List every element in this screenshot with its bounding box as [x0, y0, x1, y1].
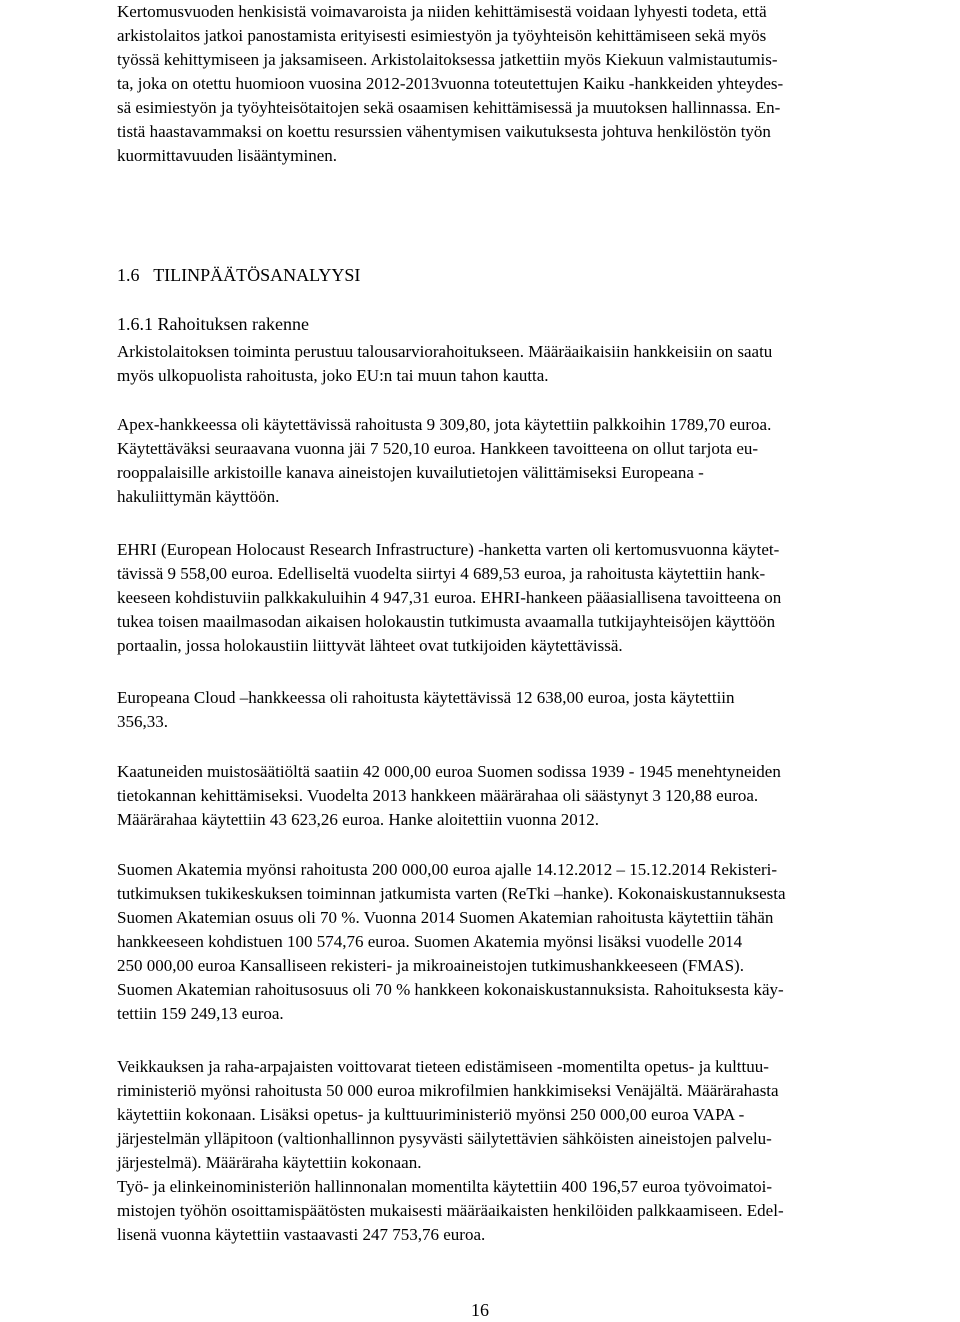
text-line: rooppalaisille arkistoille kanava aineistojen kuvailutietojen välittämiseksi Europeana - [117, 463, 704, 482]
text-line: 250 000,00 euroa Kansalliseen rekisteri- ja mikroaineistojen tutkimushankkeeseen (FMAS). [117, 956, 744, 975]
text-line: Suomen Akatemia myönsi rahoitusta 200 000,00 euroa ajalle 14.12.2012 – 15.12.2014 Rekisteri- [117, 860, 778, 879]
subsection-heading [117, 312, 309, 336]
text-line: tukea toisen maailmasodan aikaisen holokaustin tutkimusta avaamalla tutkijayhteisöjen käyttöön [117, 612, 776, 631]
text-line: EHRI (European Holocaust Research Infrastructure) -hanketta varten oli kertomusvuonna käytet- [117, 540, 780, 559]
text-line: tävissä 9 558,00 euroa. Edelliseltä vuodelta siirtyi 4 689,53 euroa, ja rahoitusta käytettiin hank- [117, 564, 766, 583]
section-heading [117, 263, 360, 287]
paragraph-veikkaus [117, 1055, 784, 1247]
text-line: 356,33. [117, 712, 168, 731]
paragraph-europeana-cloud [117, 686, 735, 734]
text-line: kuormittavuuden lisääntyminen. [117, 146, 338, 165]
text-line: Suomen Akatemian rahoitusosuus oli 70 % hankkeen kokonaiskustannuksista. Rahoituksesta käy- [117, 980, 784, 999]
text-line: tistä haastavammaksi on koettu resurssien vähentymisen vaikutuksesta johtuva henkilöstön työn [117, 122, 771, 141]
text-line: sä esimiestyön ja työyhteisötaitojen sekä osaamisen kehittämisessä ja muutoksen hallinnassa. En- [117, 98, 781, 117]
text-line: portaalin, jossa holokaustiin liittyvät lähteet ovat tutkijoiden käytettävissä. [117, 636, 623, 655]
text-line: lisenä vuonna käytettiin vastaavasti 247 753,76 euroa. [117, 1225, 486, 1244]
text-line: Suomen Akatemian osuus oli 70 %. Vuonna 2014 Suomen Akatemian rahoitusta käytettiin tähän [117, 908, 774, 927]
text-line: käytettiin kokonaan. Lisäksi opetus- ja kulttuuriministeriö myönsi 250 000,00 euroa VAPA - [117, 1105, 745, 1124]
section-title: TILINPÄÄTÖSANALYYSI [153, 265, 361, 285]
text-line: Arkistolaitoksen toiminta perustuu talousarviorahoitukseen. Määräaikaisiin hankkeisiin on saatu [117, 342, 773, 361]
text-line: Kaatuneiden muistosäätiöltä saatiin 42 000,00 euroa Suomen sodissa 1939 - 1945 menehtyneiden [117, 762, 781, 781]
text-line: riministeriö myönsi rahoitusta 50 000 euroa mikrofilmien hankkimiseksi Venäjältä. Määrärahasta [117, 1081, 779, 1100]
subsection-title: 1.6.1 Rahoituksen rakenne [117, 314, 309, 334]
text-line: Europeana Cloud –hankkeessa oli rahoitusta käytettävissä 12 638,00 euroa, josta käytettiin [117, 688, 735, 707]
paragraph-akatemia [117, 858, 786, 1026]
text-line: tettiin 159 249,13 euroa. [117, 1004, 284, 1023]
text-line: työssä kehittymiseen ja jaksamiseen. Arkistolaitoksessa jatkettiin myös Kiekuun valmistautumis- [117, 50, 778, 69]
text-line: Määrärahaa käytettiin 43 623,26 euroa. Hanke aloitettiin vuonna 2012. [117, 810, 599, 829]
text-line: Työ- ja elinkeinoministeriön hallinnonalan momentilta käytettiin 400 196,57 euroa työvoimatoi- [117, 1177, 773, 1196]
text-line: järjestelmän ylläpitoon (valtionhallinnon pysyvästi säilytettävien sähköisten aineistojen palvelu- [117, 1129, 772, 1148]
text-line: tutkimuksen tukikeskuksen toiminnan jatkumista varten (ReTki –hanke). Kokonaiskustannuksesta [117, 884, 786, 903]
text-line: Käytettäväksi seuraavana vuonna jäi 7 520,10 euroa. Hankkeen tavoitteena on ollut tarjota eu- [117, 439, 759, 458]
text-line: arkistolaitos jatkoi panostamista erityisesti esimiestyön ja työyhteisön kehittämiseen sekä myös [117, 26, 767, 45]
text-line: myös ulkopuolista rahoitusta, joko EU:n tai muun tahon kautta. [117, 366, 549, 385]
paragraph-kaatuneiden [117, 760, 781, 832]
text-line: Kertomusvuoden henkisistä voimavaroista ja niiden kehittämisestä voidaan lyhyesti todeta, että [117, 2, 767, 21]
text-line: hankkeeseen kohdistuen 100 574,76 euroa. Suomen Akatemia myönsi lisäksi vuodelle 2014 [117, 932, 743, 951]
text-line: tietokannan kehittämiseksi. Vuodelta 2013 hankkeen määrärahaa oli säästynyt 3 120,88 euroa. [117, 786, 759, 805]
paragraph-funding-basis [117, 340, 772, 388]
text-line: Apex-hankkeessa oli käytettävissä rahoitusta 9 309,80, jota käytettiin palkkoihin 1789,70 euroa. [117, 415, 772, 434]
section-number: 1.6 [117, 265, 140, 285]
page-number: 16 [471, 1300, 489, 1320]
paragraph-apex [117, 413, 771, 509]
text-line: mistojen työhön osoittamispäätösten mukaisesti määräaikaisten henkilöiden palkkaamiseen. Edel- [117, 1201, 784, 1220]
paragraph-ehri [117, 538, 781, 658]
intro-paragraph [117, 0, 783, 168]
text-line: ta, joka on otettu huomioon vuosina 2012-2013vuonna toteutettujen Kaiku -hankkeiden yhteydes- [117, 74, 784, 93]
text-line: keeseen kohdistuviin palkkakuluihin 4 947,31 euroa. EHRI-hankeen pääasiallisena tavoitteena on [117, 588, 782, 607]
text-line: Veikkauksen ja raha-arpajaisten voittovarat tieteen edistämiseen -momentilta opetus- ja kulttuu- [117, 1057, 769, 1076]
text-line: järjestelmä). Määräraha käytettiin kokonaan. [117, 1153, 422, 1172]
text-line: hakuliittymän käyttöön. [117, 487, 280, 506]
